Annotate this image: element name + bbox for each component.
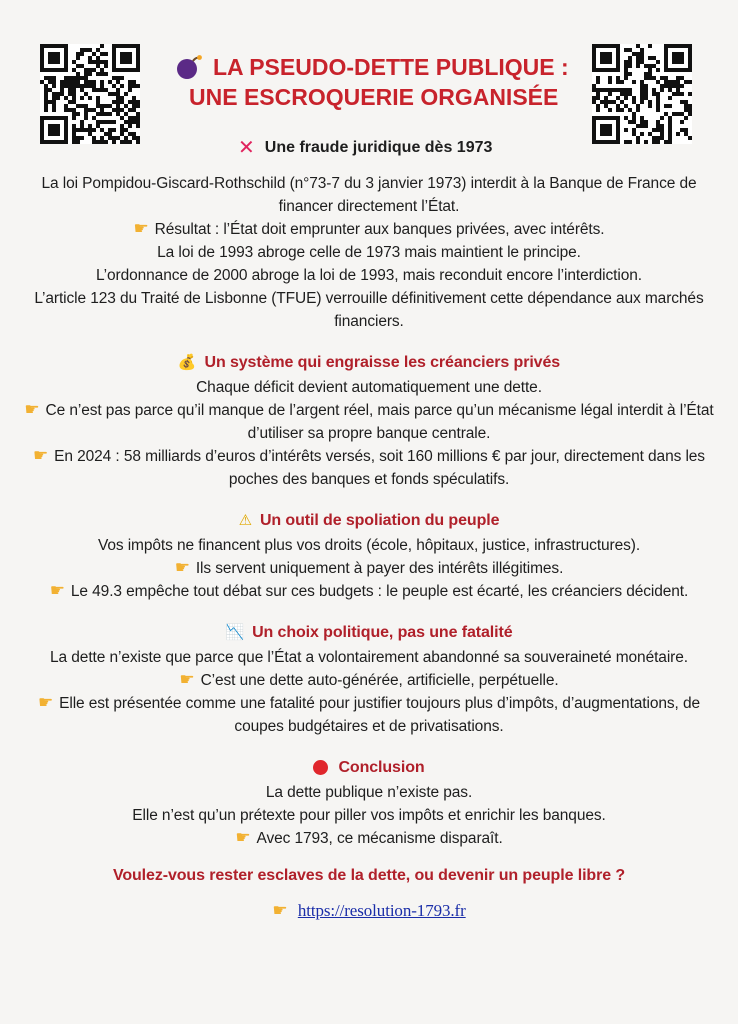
pointing-hand-icon: ☛ [37, 693, 54, 712]
main-content [20, 172, 718, 923]
intro-paragraph-2-text: Résultat : l’État doit emprunter aux banques privées, avec intérêts. [154, 221, 605, 238]
qr-code-left [40, 44, 140, 144]
bomb-icon [175, 53, 203, 81]
section-heading-conclusion [20, 756, 718, 779]
section-heading-political-choice [20, 621, 718, 644]
section-heading-text: Un choix politique, pas une fatalité [252, 624, 513, 641]
section3-paragraph-3 [20, 692, 718, 738]
pointing-hand-icon: ☛ [33, 446, 49, 465]
conclusion-paragraph-1: La dette publique n’existe pas. [265, 784, 473, 801]
section2-paragraph-3-text: Le 49.3 empêche tout débat sur ces budgets : le peuple est écarté, les créanciers décident. [70, 583, 689, 600]
pointing-hand-icon: ☛ [49, 581, 65, 600]
link-line [20, 899, 718, 923]
intro-paragraph-1: La loi Pompidou-Giscard-Rothschild (n°73-7 du 3 janvier 1973) interdit à la Banque de France de financer directement l’État. [41, 175, 697, 215]
intro-paragraph-5: L’article 123 du Traité de Lisbonne (TFUE) verrouille définitivement cette dépendance aux marchés financiers. [34, 290, 704, 330]
section2-paragraph-2 [20, 557, 718, 580]
section3-paragraph-3-text: Elle est présentée comme une fatalité pour justifier toujours plus d’impôts, d’augmentations, de coupes budgétaires et de privatisations. [59, 695, 701, 735]
pointing-hand-icon: ☛ [179, 670, 195, 689]
conclusion-paragraph-3-text: Avec 1793, ce mécanisme disparaît. [256, 830, 503, 847]
section1-paragraph-3 [20, 445, 718, 491]
section3-paragraph-1: La dette n’existe que parce que l’État a volontairement abandonné sa souveraineté monétaire. [50, 649, 688, 666]
cross-mark-icon: ✕ [238, 137, 255, 159]
qr-code-icon [592, 44, 692, 144]
pointing-hand-icon: ☛ [174, 558, 190, 577]
money-bag-icon: 💰 [177, 354, 197, 371]
pointing-hand-icon: ☛ [272, 901, 288, 920]
qr-code-icon [40, 44, 140, 144]
intro-paragraph-3: La loi de 1993 abroge celle de 1973 mais maintient le principe. [157, 244, 581, 261]
section3-paragraph-2 [20, 669, 718, 692]
title-line-2: UNE ESCROQUERIE ORGANISÉE [189, 84, 559, 110]
section1-paragraph-1: Chaque déficit devient automatiquement une dette. [196, 379, 542, 396]
page-title [175, 52, 575, 112]
pointing-hand-icon: ☛ [133, 219, 149, 238]
intro-paragraph-2 [20, 218, 718, 241]
subtitle [238, 135, 492, 160]
title-line-1: LA PSEUDO-DETTE PUBLIQUE : [213, 54, 569, 80]
section1-paragraph-2-text: Ce n’est pas parce qu’il manque de l’argent réel, mais parce qu’un mécanisme légal interdit à l’État d’utiliser sa propre banque centrale. [45, 402, 714, 442]
qr-code-right [592, 44, 692, 144]
section2-paragraph-2-text: Ils servent uniquement à payer des intérêts illégitimes. [195, 560, 564, 577]
section1-paragraph-3-text: En 2024 : 58 milliards d’euros d’intérêts versés, soit 160 millions € par jour, directement dans les poches des banques et fonds spéculatifs. [54, 448, 705, 488]
chart-decreasing-icon: 📉 [225, 624, 245, 641]
section-heading-spoliation [20, 509, 718, 532]
warning-icon: ⚠ [238, 512, 252, 529]
section-heading-text: Un outil de spoliation du peuple [259, 512, 500, 529]
subtitle-text: Une fraude juridique dès 1973 [264, 138, 493, 156]
website-link[interactable]: https://resolution-1793.fr [297, 901, 466, 920]
section-heading-text: Un système qui engraisse les créanciers privés [204, 354, 561, 371]
section3-paragraph-2-text: C’est une dette auto-générée, artificielle, perpétuelle. [200, 672, 559, 689]
pointing-hand-icon: ☛ [24, 400, 40, 419]
conclusion-paragraph-3 [20, 827, 718, 850]
section2-paragraph-3 [20, 580, 718, 603]
section2-paragraph-1: Vos impôts ne financent plus vos droits (école, hôpitaux, justice, infrastructures). [97, 537, 641, 554]
section-heading-creditors [20, 351, 718, 374]
intro-paragraph-4: L’ordonnance de 2000 abroge la loi de 1993, mais reconduit encore l’interdiction. [96, 267, 642, 284]
section1-paragraph-2 [20, 399, 718, 445]
pointing-hand-icon: ☛ [235, 828, 251, 847]
conclusion-paragraph-2: Elle n’est qu’un prétexte pour piller vos impôts et enrichir les banques. [132, 807, 606, 824]
section-heading-text: Conclusion [338, 759, 425, 776]
red-circle-icon [313, 760, 328, 775]
call-to-action: Voulez-vous rester esclaves de la dette, ou devenir un peuple libre ? [112, 867, 626, 884]
